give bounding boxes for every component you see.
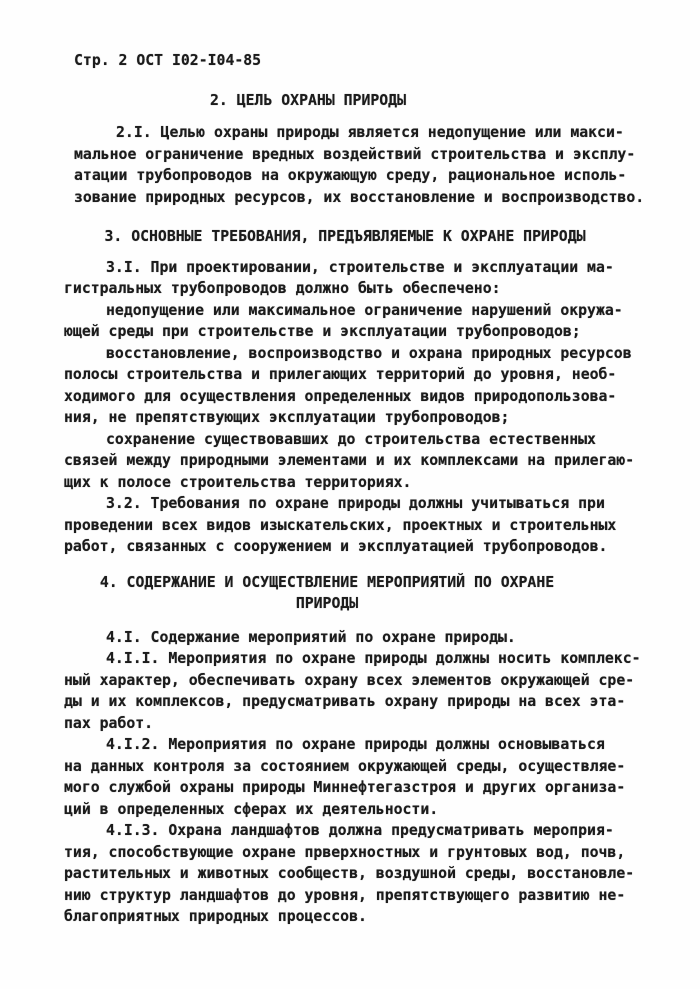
text-line: благоприятных природных процессов. [64,908,367,925]
text-line: ций в определенных сферах их деятельности. [64,800,439,818]
text-line: недопущение или максимальное ограничение нарушений окружа- [106,301,623,319]
text-line: гистральных трубопроводов должно быть обеспечено: [64,280,501,297]
section-3-heading [64,226,644,248]
text-line: 4.I.2. Мероприятия по охране природы должны основываться [106,736,605,753]
text-line: полосы строительства и прилегающих территорий до уровня, необ- [64,366,617,383]
text-line: ющей среды при строительстве и эксплуатации трубопроводов; [64,323,581,340]
text-line: 4. СОДЕРЖАНИЕ И ОСУЩЕСТВЛЕНИЕ МЕРОПРИЯТИЙ ПО ОХРАНЕ [99,573,555,591]
paragraph-4-1-1 [64,648,644,734]
text-line: 2.I. Целью охраны природы является недопущение или макси- [116,124,624,141]
paragraph-3-2 [64,493,644,558]
text-line: 3.I. При проектировании, строительстве и эксплуатации ма- [106,258,614,276]
paragraph-4-1-2 [64,734,644,820]
paragraph-3-1-item-2 [64,343,644,429]
text-line: пах работ. [64,714,154,732]
paragraph-2-1 [64,122,644,208]
text-line: ды и их комплексов, предусматривать охрану природы на всех эта- [64,693,626,710]
text-line: на данных контроля за состоянием окружающей среды, осуществляе- [64,757,626,775]
text-line: 4.I. Содержание мероприятий по охране природы. [106,628,516,646]
text-line: работ, связанных с сооружением и эксплуатацией трубопроводов. [64,538,608,555]
text-line: ния, не препятствующих эксплуатации трубопроводов; [64,409,510,426]
text-line: ходимого для осуществления определенных видов природопользова- [64,387,617,405]
text-line: сохранение существовавших до строительства естественных [106,430,596,448]
paragraph-3-1-item-1 [64,300,644,343]
text-line: проведении всех видов изыскательских, проектных и строительных [64,516,617,534]
text-line: 3.2. Требования по охране природы должны учитываться при [106,495,605,512]
paragraph-4-1 [64,627,644,649]
text-line: ный характер, обеспечивать охрану всех элементов окружающей сре- [64,671,635,689]
text-line: атации трубопроводов на окружающую среду, рациональное исполь- [74,167,627,184]
text-line: связей между природными элементами и их комплексами на прилегаю- [64,452,635,469]
text-line: нию структур ландшафтов до уровня, препятствующего развитию не- [64,886,626,904]
text-line: 4.I.I. Мероприятия по охране природы должны носить комплекс- [106,650,641,667]
paragraph-3-1 [64,257,644,300]
paragraph-4-1-3 [64,820,644,928]
text-line: 3. ОСНОВНЫЕ ТРЕБОВАНИЯ, ПРЕДЪЯВЛЯЕМЫЕ К ОХРАНЕ ПРИРОДЫ [104,228,586,245]
text-line: щих к полосе строительства территориях. [64,473,412,491]
text-column [64,50,644,928]
text-line: зование природных ресурсов, их восстановление и воспроизводство. [74,188,645,206]
section-4-heading [64,572,644,615]
text-line: мого службой охраны природы Миннефтегазстроя и других организа- [64,779,626,796]
section-2-heading [64,90,644,112]
text-line: восстановление, воспроизводство и охрана природных ресурсов [106,344,632,362]
text-line: растительных и животных сообществ, воздушной среды, восстановле- [64,865,635,882]
text-line: тия, способствующие охране прверхностных и грунтовых вод, почв, [64,843,626,861]
text-line: мальное ограничение вредных воздействий строительства и эксплу- [74,145,636,163]
text-line: 2. ЦЕЛЬ ОХРАНЫ ПРИРОДЫ [210,91,406,109]
page-header: Стр. 2 ОСТ I02-I04-85 [74,52,262,69]
text-line: ПРИРОДЫ [295,595,359,612]
text-line: 4.I.3. Охрана ландшафтов должна предусматривать мероприя- [106,822,614,839]
paragraph-3-1-item-3 [64,429,644,494]
